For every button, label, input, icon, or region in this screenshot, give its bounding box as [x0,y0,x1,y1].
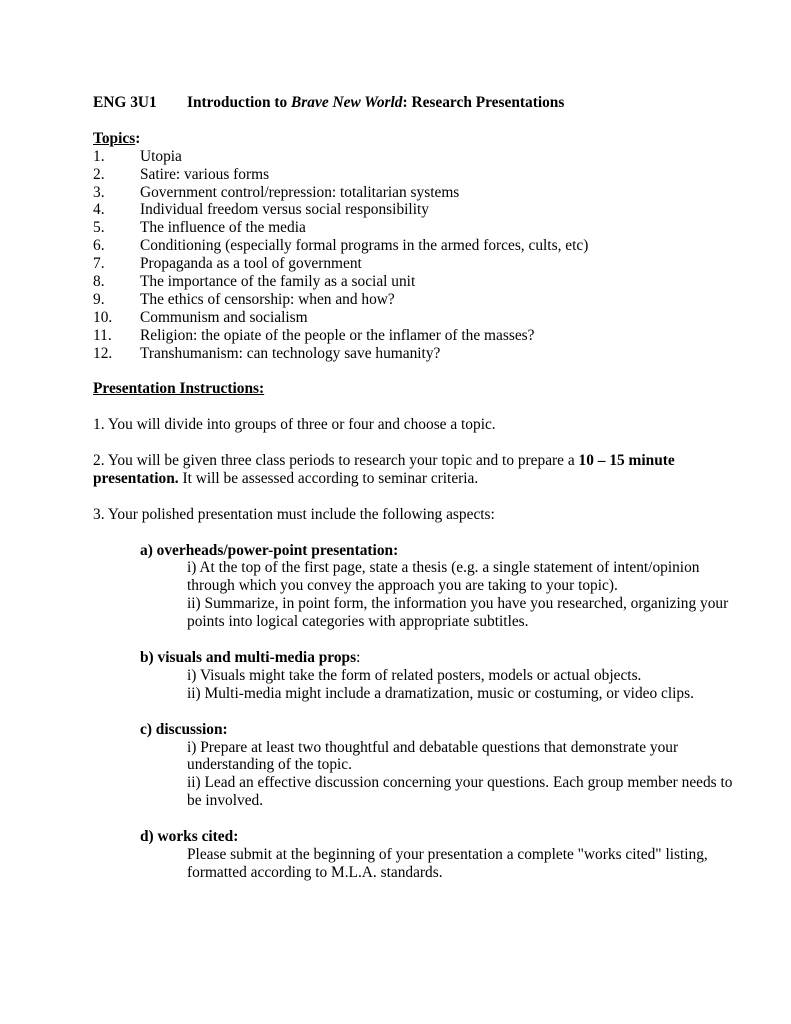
aspect-line: i) Prepare at least two thoughtful and debatable questions that demonstrate your understanding of the topic. [187,738,679,774]
list-item: 2. Satire: various forms [93,165,270,183]
aspect-line: ii) Multi-media might include a dramatization, music or costuming, or video clips. [187,684,694,702]
aspect-line: Please submit at the beginning of your presentation a complete "works cited" listing, formatted according to M.L.A. standards. [187,845,708,881]
list-item: 4. Individual freedom versus social responsibility [93,201,429,219]
list-item: 10. Communism and socialism [93,308,308,326]
instruction-step-3: 3. Your polished presentation must include the following aspects: [93,505,495,523]
list-item: 3. Government control/repression: totalitarian systems [93,183,460,201]
list-item: 9. The ethics of censorship: when and how? [93,290,395,308]
topics-heading: Topics: [93,129,141,147]
aspect-line: i) At the top of the first page, state a thesis (e.g. a single statement of intent/opinion through which you convey the approach you are taking to your topic). [187,559,700,595]
aspect-works-cited [140,828,733,882]
list-item: 12. Transhumanism: can technology save humanity? [93,344,441,362]
list-item: 1. Utopia [93,147,182,165]
aspect-body [187,846,733,882]
aspect-visuals [140,649,733,703]
aspect-body [187,667,733,703]
list-item: 7. Propaganda as a tool of government [93,255,362,273]
aspect-discussion [140,721,733,811]
course-code: ENG 3U1 [93,94,157,111]
title-suffix: : Research Presentations [402,94,565,111]
aspect-heading: a) overheads/power-point presentation: [140,541,399,559]
aspect-line: i) Visuals might take the form of related posters, models or actual objects. [187,666,642,684]
list-item: 6. Conditioning (especially formal programs in the armed forces, cults, etc) [93,237,589,255]
list-item: 8. The importance of the family as a social unit [93,273,416,291]
aspect-line: ii) Summarize, in point form, the information you have you researched, organizing your points into logical categories with appropriate subtitles. [187,595,729,631]
list-item: 5. The influence of the media [93,219,306,237]
aspect-line: ii) Lead an effective discussion concerning your questions. Each group member needs to be involved. [187,774,733,810]
book-title: Brave New World [291,94,403,111]
instructions-heading: Presentation Instructions: [93,380,265,398]
aspect-heading: d) works cited: [140,828,239,846]
aspect-overheads [140,542,733,632]
document-page [93,94,733,882]
aspect-heading: c) discussion: [140,720,228,738]
aspect-body [187,739,733,811]
aspect-heading: b) visuals and multi-media props [140,648,357,666]
aspect-body [187,559,733,631]
aspect-heading-row: b) visuals and multi-media props: [140,648,361,666]
title-prefix: Introduction to [187,94,292,111]
topics-list [93,148,733,363]
instruction-step-1: 1. You will divide into groups of three or four and choose a topic. [93,416,496,434]
list-item: 11. Religion: the opiate of the people or the inflamer of the masses? [93,326,535,344]
document-title [93,94,733,112]
instruction-step-2: 2. You will be given three class periods to research your topic and to prepare a 10 – 15 minute presentation. It will be assessed according to seminar criteria. [93,452,675,487]
